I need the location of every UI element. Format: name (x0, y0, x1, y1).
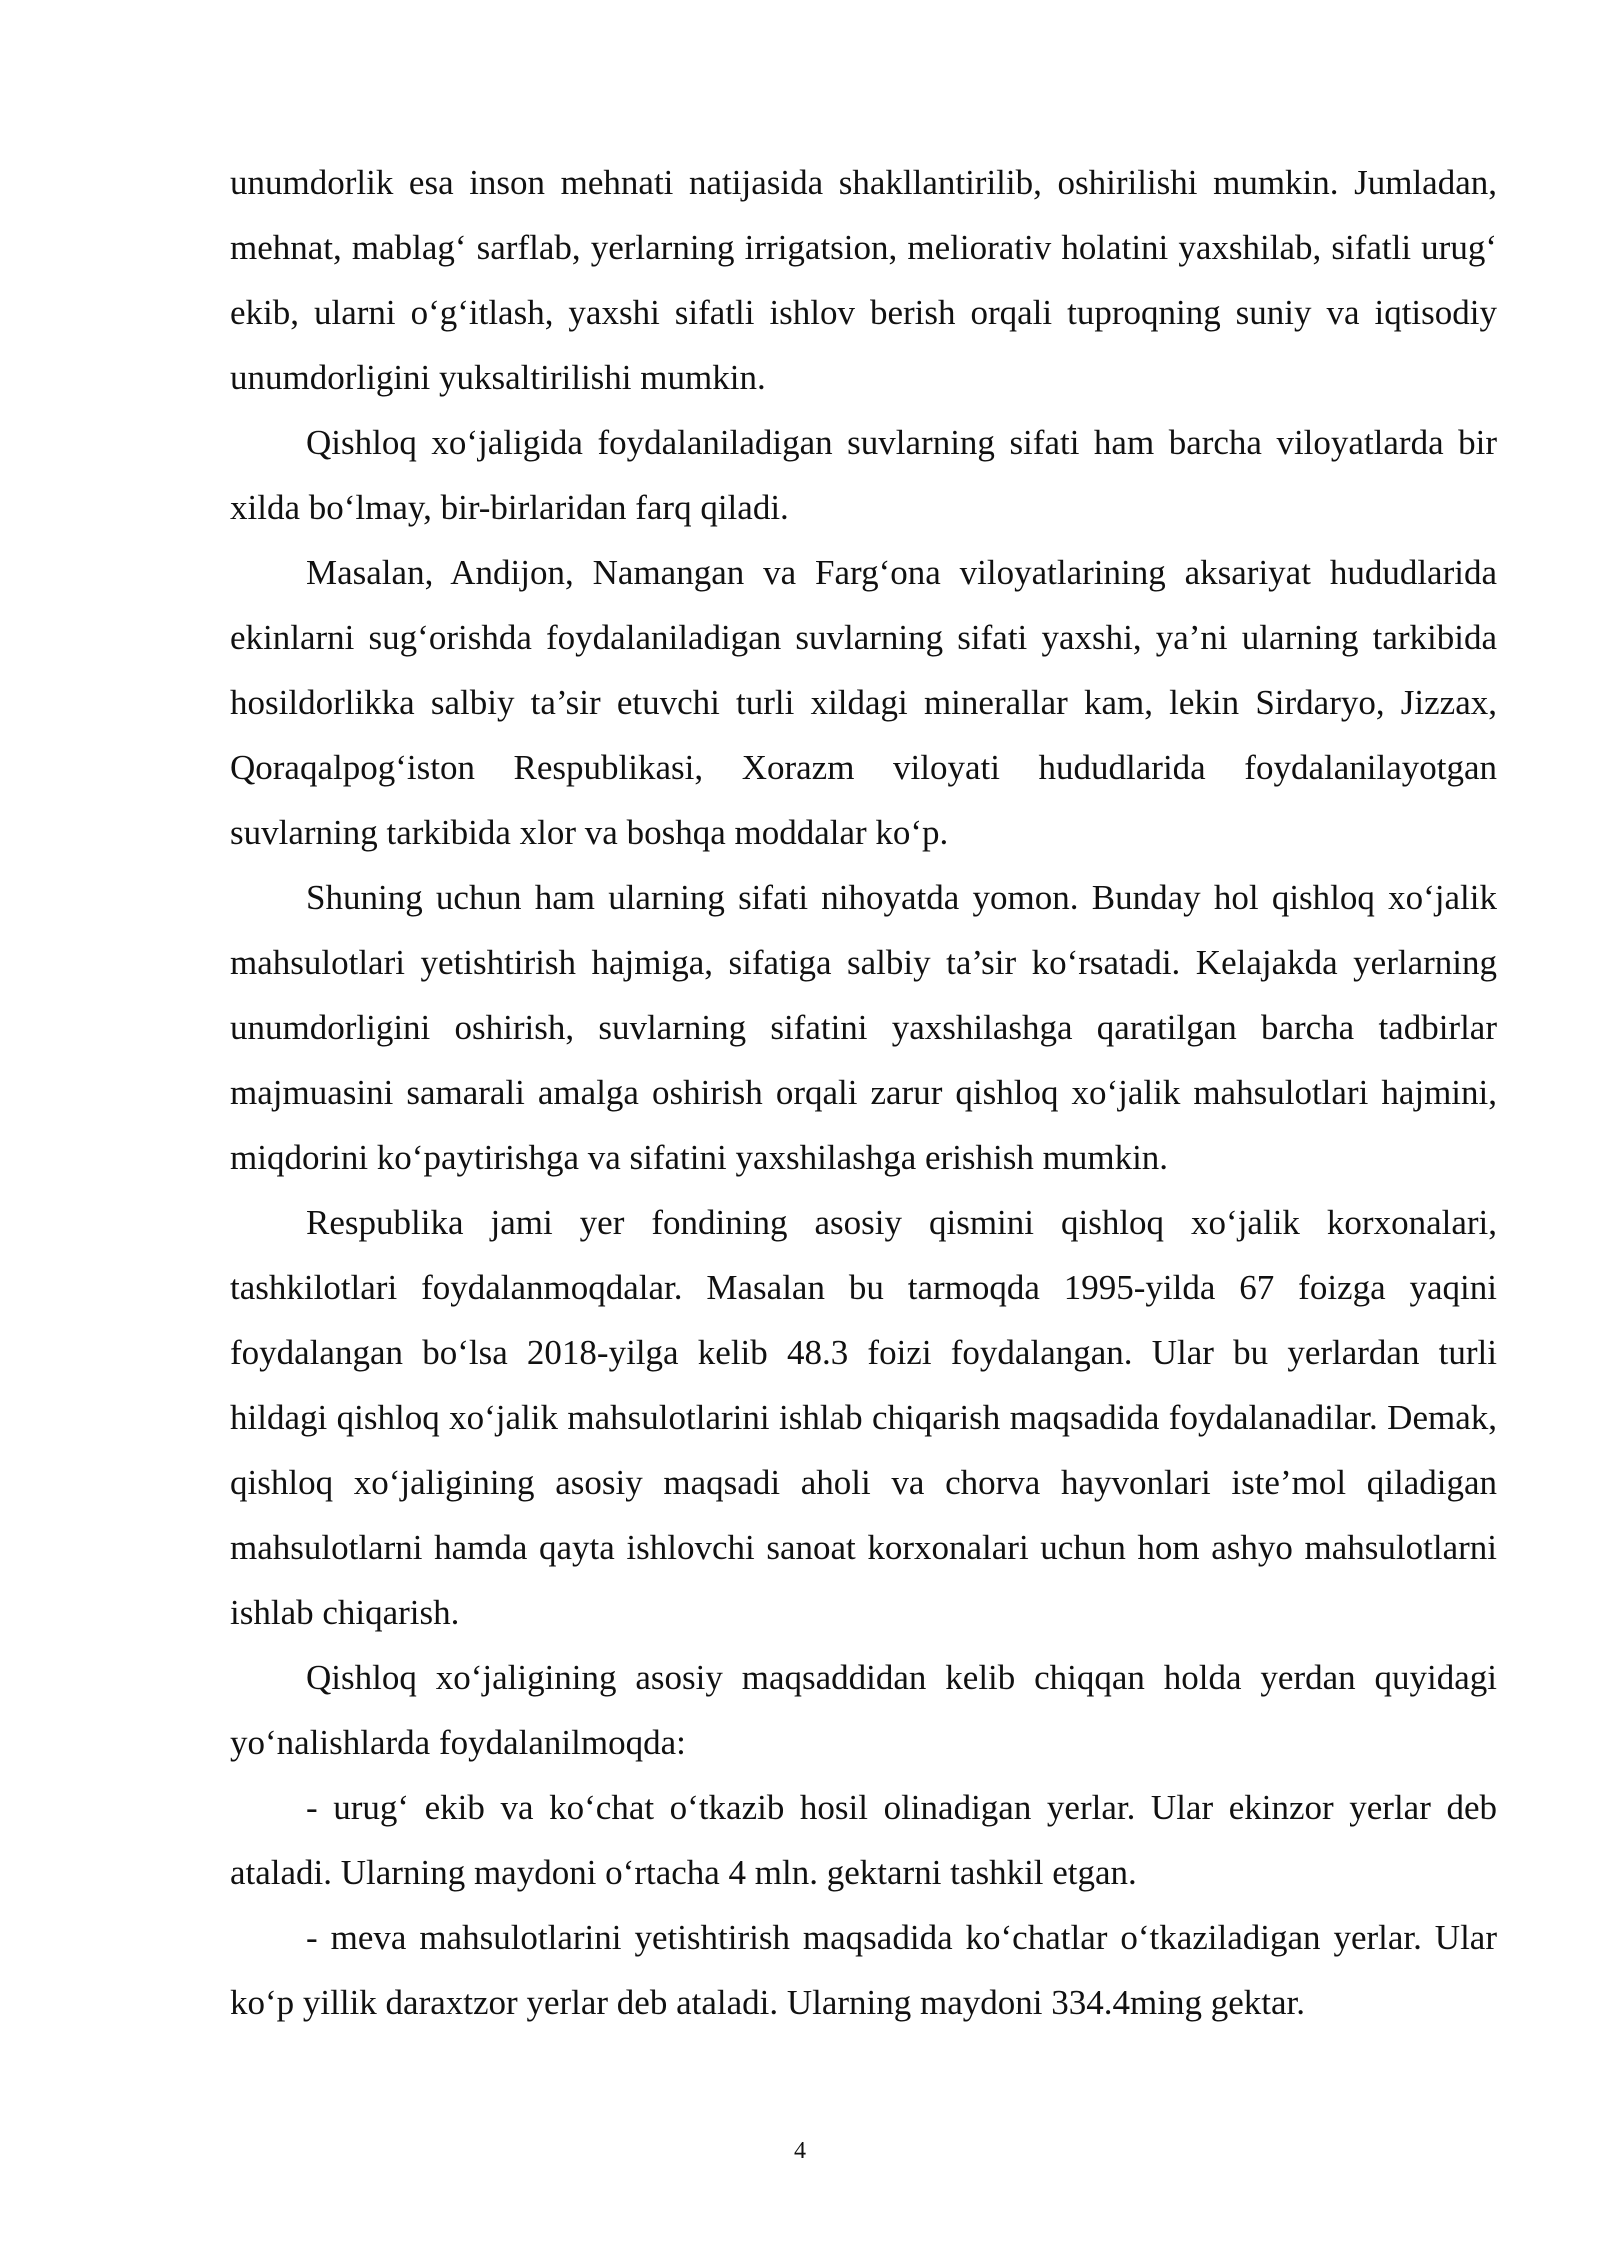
page-number: 4 (794, 2138, 806, 2164)
paragraph-1: unumdorlik esa inson mehnati natijasida shakllantirilib, oshirilishi mumkin. Jumladan, mehnat, mablag‘ sarflab, yerlarning irrigatsion, meliorativ holatini yaxshilab, sifatli urug‘ ekib, ularni o‘g‘itlash, yaxshi sifatli ishlov berish orqali tuproqning suniy va iqtisodiy unumdorligini yuksaltirilishi mumkin. (230, 163, 1497, 397)
paragraph-4: Shuning uchun ham ularning sifati nihoyatda yomon. Bunday hol qishloq xo‘jalik mahsulotlari yetishtirish hajmiga, sifatiga salbiy ta’sir ko‘rsatadi. Kelajakda yerlarning unumdorligini oshirish, suvlarning sifatini yaxshilashga qaratilgan barcha tadbirlar majmuasini samarali amalga oshirish orqali zarur qishloq xo‘jalik mahsulotlari hajmini, miqdorini ko‘paytirishga va sifatini yaxshilashga erishish mumkin. (230, 878, 1497, 1177)
paragraph-2: Qishloq xo‘jaligida foydalaniladigan suvlarning sifati ham barcha viloyatlarda bir xilda bo‘lmay, bir-birlaridan farq qiladi. (230, 423, 1497, 527)
list-item-1: - urug‘ ekib va ko‘chat o‘tkazib hosil olinadigan yerlar. Ular ekinzor yerlar deb ataladi. Ularning maydoni o‘rtacha 4 mln. gektarni tashkil etgan. (230, 1788, 1497, 1892)
body-text (230, 150, 1497, 2035)
paragraph-6: Qishloq xo‘jaligining asosiy maqsaddidan kelib chiqqan holda yerdan quyidagi yo‘nalishlarda foydalanilmoqda: (230, 1658, 1497, 1762)
list-item-2: - meva mahsulotlarini yetishtirish maqsadida ko‘chatlar o‘tkaziladigan yerlar. Ular ko‘p yillik daraxtzor yerlar deb ataladi. Ularning maydoni 334.4ming gektar. (230, 1918, 1497, 2022)
paragraph-3: Masalan, Andijon, Namangan va Farg‘ona viloyatlarining aksariyat hududlarida ekinlarni sug‘orishda foydalaniladigan suvlarning sifati yaxshi, ya’ni ularning tarkibida hosildorlikka salbiy ta’sir etuvchi turli xildagi minerallar kam, lekin Sirdaryo, Jizzax, Qoraqalpog‘iston Respublikasi, Xorazm viloyati hududlarida foydalanilayotgan suvlarning tarkibida xlor va boshqa moddalar ko‘p. (230, 553, 1497, 852)
paragraph-5: Respublika jami yer fondining asosiy qismini qishloq xo‘jalik korxonalari, tashkilotlari foydalanmoqdalar. Masalan bu tarmoqda 1995-yilda 67 foizga yaqini foydalangan bo‘lsa 2018-yilga kelib 48.3 foizi foydalangan. Ular bu yerlardan turli hildagi qishloq xo‘jalik mahsulotlarini ishlab chiqarish maqsadida foydalanadilar. Demak, qishloq xo‘jaligining asosiy maqsadi aholi va chorva hayvonlari iste’mol qiladigan mahsulotlarni hamda qayta ishlovchi sanoat korxonalari uchun hom ashyo mahsulotlarni ishlab chiqarish. (230, 1203, 1497, 1632)
